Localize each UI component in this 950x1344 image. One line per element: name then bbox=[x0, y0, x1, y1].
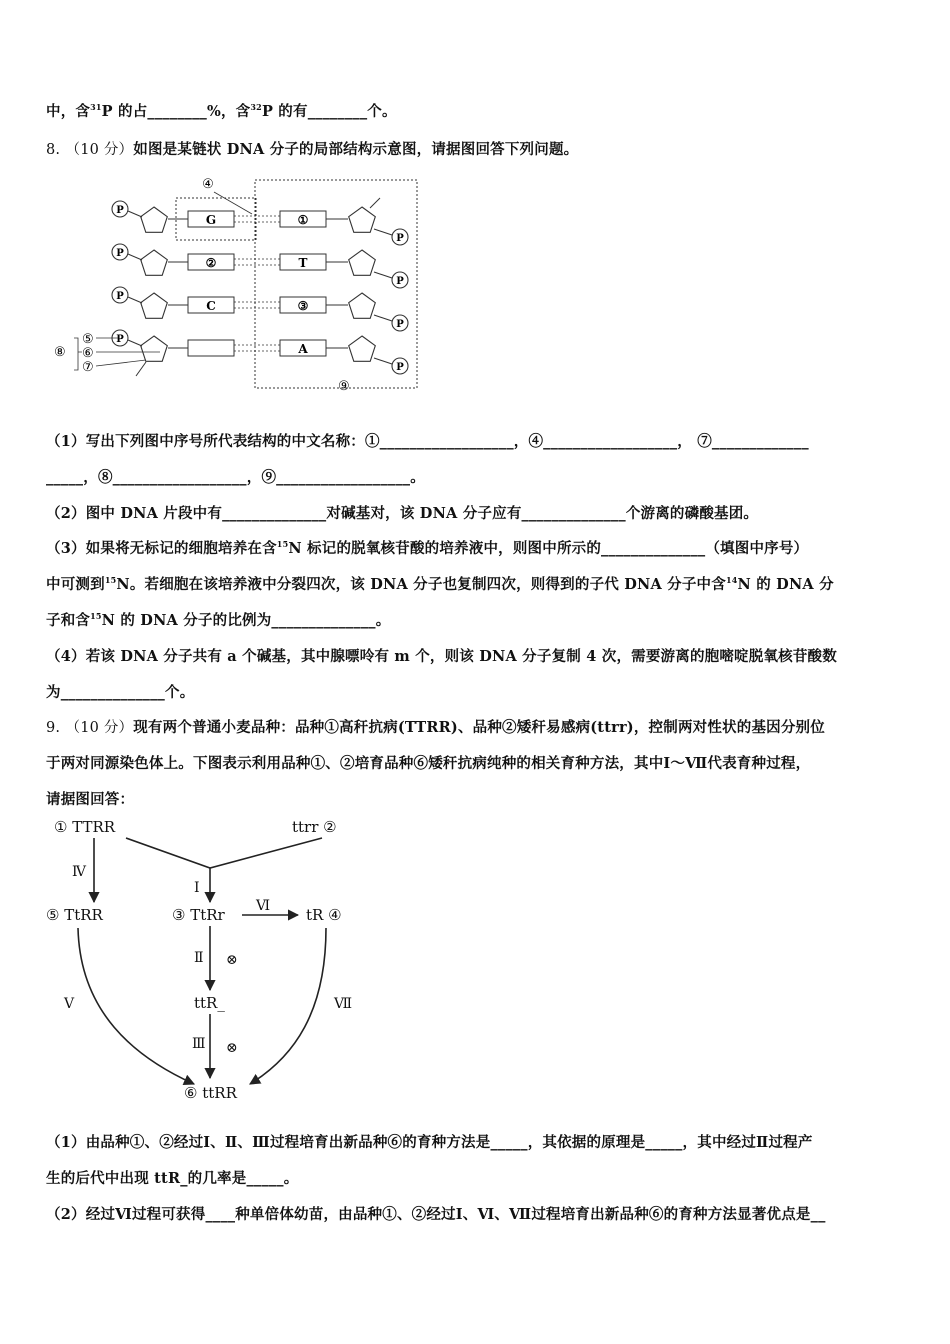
left-bond-1 bbox=[128, 254, 142, 260]
process-2: Ⅱ bbox=[194, 950, 204, 966]
text: N。若细胞在该培养液中分裂四次，该 DNA 分子也复制四次，则得到的子代 DNA 分子中含 bbox=[116, 576, 726, 593]
text: （3）如果将无标记的细胞培养在含 bbox=[46, 540, 277, 557]
breeding-diagram bbox=[44, 812, 364, 1108]
right-bond-3 bbox=[374, 358, 392, 364]
q9-part2 bbox=[46, 1203, 826, 1224]
process-5: Ⅴ bbox=[64, 996, 75, 1012]
process-6: Ⅵ bbox=[256, 898, 271, 914]
dna-rows bbox=[112, 198, 408, 376]
cross-lines bbox=[126, 838, 322, 868]
q9-text-line3 bbox=[46, 788, 134, 809]
text: _____，⑧__________________，⑨__________________。 bbox=[46, 469, 425, 486]
right-base-label-1: T bbox=[298, 256, 308, 270]
process-3: Ⅲ bbox=[192, 1036, 206, 1052]
node-5-TtRR: ⑤ TtRR bbox=[46, 906, 103, 924]
q8-part1-line2 bbox=[46, 466, 425, 487]
right-phosphate-label-0: P bbox=[396, 233, 404, 244]
right-phosphate-label-3: P bbox=[396, 362, 404, 373]
text: N 的 DNA 分子的比例为______________。 bbox=[101, 612, 391, 629]
left-phosphate-label-1: P bbox=[116, 248, 124, 259]
node-4-tR: tR ④ bbox=[306, 906, 342, 924]
q9-part1-line2 bbox=[46, 1167, 298, 1188]
right-bond-1 bbox=[374, 272, 392, 278]
left-base-label-1: ② bbox=[205, 256, 217, 270]
superscript: 14 bbox=[725, 575, 738, 585]
q8-part4-line2 bbox=[46, 681, 194, 702]
top-backbone-tick bbox=[370, 198, 380, 208]
q8-part2 bbox=[46, 502, 758, 523]
superscript: 32 bbox=[250, 102, 262, 112]
label-7: ⑦ bbox=[82, 360, 94, 375]
label-5: ⑤ bbox=[82, 332, 94, 347]
text: N 标记的脱氧核苷酸的培养液中，则图中所示的______________（填图中序号） bbox=[288, 540, 809, 557]
text: （4）若该 DNA 分子共有 a 个碱基，其中腺嘌呤有 m 个，则该 DNA 分子复制 4 次，需要游离的胞嘧啶脱氧核苷酸数 bbox=[46, 648, 837, 665]
text: 为______________个。 bbox=[46, 684, 195, 701]
dna-structure-diagram bbox=[50, 170, 430, 396]
text: 中，含 bbox=[46, 103, 91, 120]
left-sugar-3 bbox=[141, 336, 168, 361]
q8-part3-line3 bbox=[46, 609, 390, 630]
node-ttR: ttR_ bbox=[194, 994, 225, 1012]
bottom-backbone-tick bbox=[136, 362, 146, 376]
text: P 的有________个。 bbox=[261, 103, 397, 120]
text: （1）写出下列图中序号所代表结构的中文名称：①__________________，④__________________， ⑦_____________ bbox=[46, 433, 809, 450]
left-bond-2 bbox=[128, 297, 142, 303]
right-phosphate-label-1: P bbox=[396, 276, 404, 287]
question-number: 8. bbox=[46, 142, 61, 158]
q8-part3-line2 bbox=[46, 573, 834, 594]
text: （2）经过Ⅵ过程可获得____种单倍体幼苗，由品种①、②经过Ⅰ、Ⅵ、Ⅶ过程培育出新品种⑥的育种方法显著优点是__ bbox=[46, 1206, 826, 1223]
superscript: 15 bbox=[90, 611, 102, 621]
right-phosphate-label-2: P bbox=[396, 319, 404, 330]
left-sugar-2 bbox=[141, 293, 168, 318]
process-7: Ⅶ bbox=[334, 996, 353, 1012]
q8-part4-line1 bbox=[46, 645, 837, 666]
bracket-8 bbox=[74, 338, 82, 370]
right-bond-0 bbox=[374, 229, 392, 235]
node-1-TTRR: ① TTRR bbox=[54, 818, 116, 836]
q9-text-line2 bbox=[46, 752, 810, 773]
right-sugar-1 bbox=[349, 250, 376, 275]
label-9: ⑨ bbox=[338, 379, 350, 394]
process-1: Ⅰ bbox=[194, 880, 200, 896]
leader-line-7 bbox=[96, 360, 146, 366]
question-number: 9. bbox=[46, 720, 61, 736]
label-8: ⑧ bbox=[54, 345, 66, 360]
question-score: （10 分） bbox=[65, 142, 134, 158]
right-base-label-3: A bbox=[298, 342, 308, 356]
left-base-box-3 bbox=[188, 340, 234, 356]
right-base-label-2: ③ bbox=[297, 299, 309, 313]
q8-part3-line1 bbox=[46, 537, 808, 558]
left-bond-0 bbox=[128, 211, 142, 217]
question-text: 现有两个普通小麦品种：品种①高秆抗病(TTRR)、品种②矮秆易感病(ttrr)，控制两对性状的基因分别位 bbox=[133, 719, 825, 736]
right-sugar-2 bbox=[349, 293, 376, 318]
label-4: ④ bbox=[202, 177, 214, 192]
label-6: ⑥ bbox=[82, 346, 94, 361]
prev-question-tail bbox=[46, 100, 397, 121]
superscript: 31 bbox=[90, 102, 102, 112]
text: 生的后代中出现 ttR_的几率是_____。 bbox=[46, 1170, 299, 1187]
text: 于两对同源染色体上。下图表示利用品种①、②培育品种⑥矮秆抗病纯种的相关育种方法，其中Ⅰ～Ⅶ代表育种过程， bbox=[46, 755, 811, 772]
left-bond-3 bbox=[128, 340, 142, 346]
left-sugar-0 bbox=[141, 207, 168, 232]
selfing-symbol-3: ⊗ bbox=[226, 1040, 238, 1056]
q9-part1-line1 bbox=[46, 1131, 813, 1152]
text: （1）由品种①、②经过Ⅰ、Ⅱ、Ⅲ过程培育出新品种⑥的育种方法是_____，其依据的原理是_____，其中经过Ⅱ过程产 bbox=[46, 1134, 813, 1151]
text: N 的 DNA 分 bbox=[737, 576, 834, 593]
right-sugar-0 bbox=[349, 207, 376, 232]
text: 请据图回答： bbox=[46, 791, 135, 808]
right-sugar-3 bbox=[349, 336, 376, 361]
left-base-label-2: C bbox=[206, 299, 216, 313]
node-6-ttRR: ⑥ ttRR bbox=[184, 1084, 237, 1102]
node-2-ttrr: ttrr ② bbox=[292, 818, 337, 836]
text: 中可测到 bbox=[46, 576, 105, 593]
superscript: 15 bbox=[104, 575, 117, 585]
text: P 的占________%，含 bbox=[101, 103, 251, 120]
left-phosphate-label-0: P bbox=[116, 205, 124, 216]
process-4: Ⅳ bbox=[72, 864, 86, 880]
question-score: （10 分） bbox=[65, 720, 134, 736]
arrow-7 bbox=[250, 928, 326, 1084]
left-phosphate-label-3: P bbox=[116, 334, 124, 345]
left-base-label-0: G bbox=[205, 213, 217, 227]
superscript: 15 bbox=[276, 539, 289, 549]
left-phosphate-label-2: P bbox=[116, 291, 124, 302]
left-sugar-1 bbox=[141, 250, 168, 275]
selfing-symbol-2: ⊗ bbox=[226, 952, 238, 968]
text: 子和含 bbox=[46, 612, 91, 629]
right-bond-2 bbox=[374, 315, 392, 321]
question-text: 如图是某链状 DNA 分子的局部结构示意图，请据图回答下列问题。 bbox=[133, 141, 579, 158]
q8-part1-line1 bbox=[46, 430, 809, 451]
right-base-label-0: ① bbox=[297, 213, 309, 227]
text: （2）图中 DNA 片段中有______________对碱基对，该 DNA 分子应有______________个游离的磷酸基团。 bbox=[46, 505, 759, 522]
q9-heading bbox=[46, 716, 825, 737]
q8-heading bbox=[46, 138, 578, 159]
arrow-5 bbox=[78, 928, 194, 1084]
node-3-TtRr: ③ TtRr bbox=[172, 906, 225, 924]
